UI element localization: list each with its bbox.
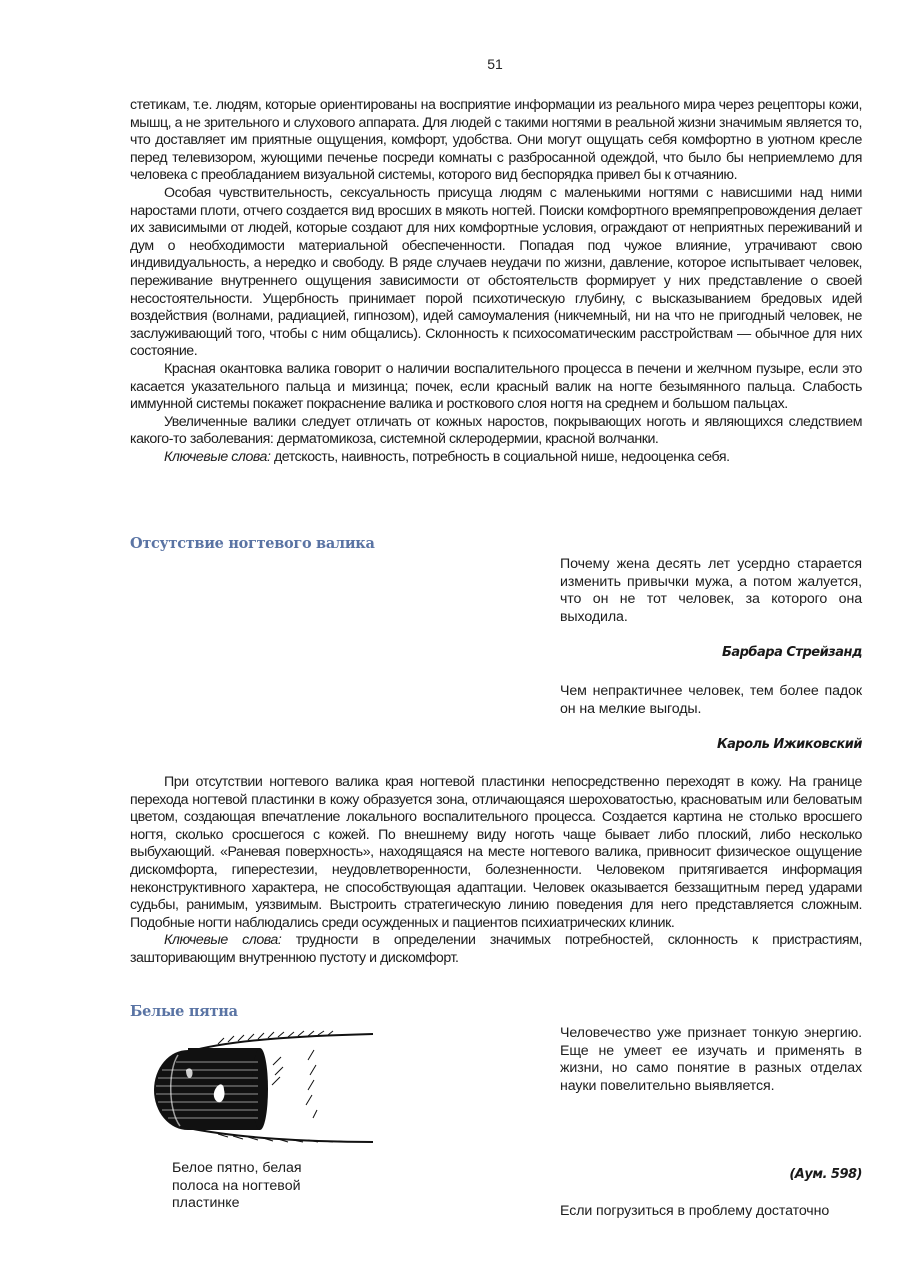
- keywords-line: [130, 932, 862, 967]
- intro-text-block: [130, 97, 862, 466]
- epigraph-author: Барбара Стрейзанд: [721, 645, 862, 660]
- page-number: 51: [487, 56, 503, 72]
- epigraph-quote: Человечество уже признает тонкую энергию. Еще не умеет ее изучать и применять в жизни, но само понятие в разных отделах науки повелительно выявляется.: [560, 1025, 862, 1094]
- epigraph-author: Кароль Ижиковский: [716, 737, 862, 752]
- fingernail-illustration-icon: [148, 1030, 378, 1150]
- epigraph-quote: Почему жена десять лет усердно старается изменить привычки мужа, а потом жалуется, что он не тот человек, за которого она выходила.: [560, 556, 862, 625]
- paragraph: При отсутствии ногтевого валика края ногтевой пластинки непосредственно переходят в кожу. На границе перехода ногтевой пластинки в кожу образуется зона, отличающаяся шероховатостью, красноватым или беловатым цветом, создающая впечатление локального воспалительного процесса. Создается картина не столько вросшего ногтя, сколько сросшегося с кожей. По внешнему виду ноготь чаще бывает либо плоский, либо несколько выбухающий. «Раневая поверхность», находящаяся на месте ногтевого валика, привносит физическое ощущение дискомфорта, гиперестезии, неудовлетворенности, болезненности. Человеком притягивается информация неконструктивного характера, не способствующая адаптации. Человек оказывается беззащитным перед ударами судьбы, ранимым, уязвимым. Выстроить стратегическую линию поведения для него представляется сложным. Подобные ногти наблюдались среди осужденных и пациентов психиатрических клиник.: [130, 774, 862, 931]
- epigraph-quote-continued: Если погрузиться в проблему достаточно: [560, 1203, 830, 1219]
- epigraph-quote: Чем непрактичнее человек, тем более падок он на мелкие выгоды.: [560, 683, 862, 717]
- keywords-label: Ключевые слова:: [164, 932, 282, 949]
- paragraph: Особая чувствительность, сексуальность присуща людям с маленькими ногтями с нависшими над ними наростами плоти, отчего создается вид вросших в мякоть ногтей. Поиски комфортного времяпрепровождения делает их зависимыми от людей, которые создают для них комфортные условия, ограждают от неприятных переживаний и дум о необходимости материальной обеспеченности. Попадая под чужое влияние, утрачивают свою индивидуальность, а нередко и свободу. В ряде случаев неудачи по жизни, давление, которое испытывает человек, переживание внутреннего ощущения зависимости от обстоятельств формирует у них представление о своей несостоятельности. Ущербность принимает порой психотическую глубину, с высказыванием бредовых идей воздействия (волнами, радиацией, гипнозом), идей самоумаления (никчемный, ни на что не пригодный человек, не заслуживающий того, чтобы с ним общались). Склонность к психосоматическим расстройствам — обычное для них состояние.: [130, 184, 862, 360]
- paragraph: Увеличенные валики следует отличать от кожных наростов, покрывающих ноготь и являющихся следствием какого-то заболевания: дерматомикоза, системной склеродермии, красной волчанки.: [130, 413, 862, 448]
- keywords-line: [130, 449, 862, 467]
- keywords-text: детскость, наивность, потребность в социальной нише, недооценка себя.: [270, 448, 730, 465]
- fingernail-drawing: [148, 1030, 378, 1150]
- section-heading-white-spots: Белые пятна: [130, 1003, 238, 1020]
- section-1-text-block: [130, 774, 862, 968]
- paragraph: стетикам, т.е. людям, которые ориентированы на восприятие информации из реального мира через рецепторы кожи, мышц, а не зрительного и слухового аппарата. Для людей с такими ногтями в реальной жизни значимым является то, что доставляет им приятные ощущения, комфорт, удобства. Они могут ощущать себя комфортно в уютном кресле перед телевизором, жующими печенье посреди комнаты с разбросанной одеждой, что было бы неприемлемо для человека с преобладанием визуальной системы, которого вид беспорядка привел бы к отчаянию.: [130, 97, 862, 184]
- keywords-text: трудности в определении значимых потребностей, склонность к пристрастиям, зашторивающим внутреннюю пустоту и дискомфорт.: [130, 932, 863, 966]
- epigraph-author: (Аум. 598): [789, 1167, 862, 1182]
- paragraph: Красная окантовка валика говорит о наличии воспалительного процесса в печени и желчном пузыре, если это касается указательного пальца и мизинца; почек, если красный валик на ногте безымянного пальца. Слабость иммунной системы покажет покраснение валика и росткового слоя ногтя на среднем и большом пальцах.: [130, 360, 862, 413]
- section-heading-no-nail-fold: Отсутствие ногтевого валика: [130, 535, 375, 552]
- keywords-label: Ключевые слова:: [164, 448, 271, 465]
- figure-caption: Белое пятно, белая полоса на ногтевой пластинке: [172, 1160, 302, 1212]
